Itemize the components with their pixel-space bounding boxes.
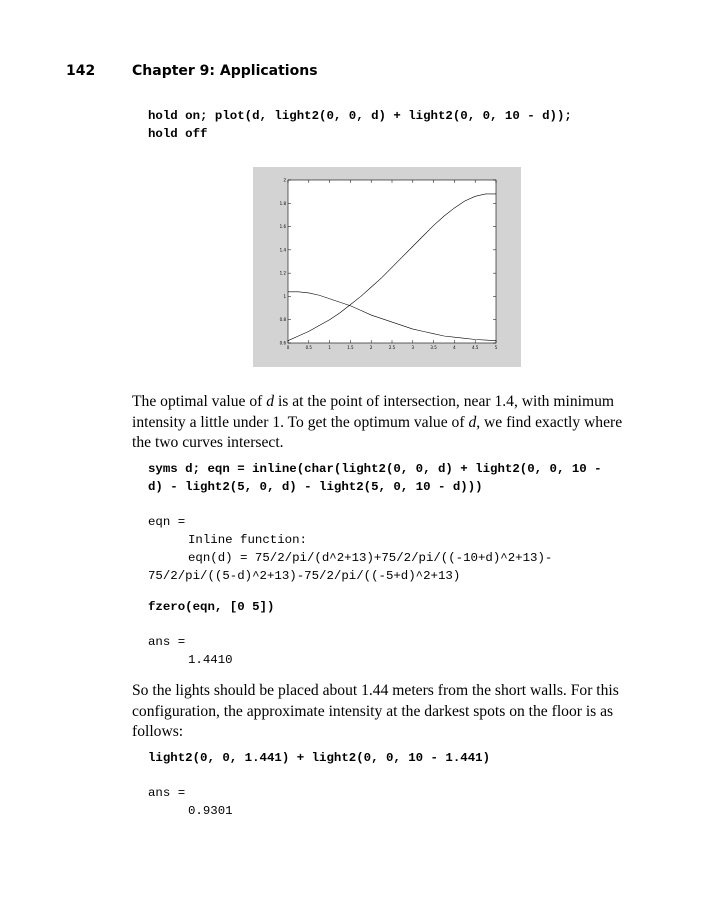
output-line: Inline function: xyxy=(188,533,307,547)
x-tick-label: 4 xyxy=(453,345,456,350)
code-line: light2(0, 0, 1.441) + light2(0, 0, 10 - 1.441) xyxy=(148,751,491,765)
intensity-chart xyxy=(253,167,521,367)
variable-d: d xyxy=(266,393,275,410)
page-header xyxy=(66,63,666,83)
figure-plot xyxy=(253,167,521,367)
output-line: eqn(d) = 75/2/pi/(d^2+13)+75/2/pi/((-10+d)^2+13)- xyxy=(188,551,553,565)
output-line: 0.9301 xyxy=(188,804,233,818)
page-number: 142 xyxy=(66,63,96,79)
y-tick-label: 2 xyxy=(283,177,286,183)
output-line: 75/2/pi/((5-d)^2+13)-75/2/pi/((-5+d)^2+13) xyxy=(148,569,461,583)
y-tick-label: 0.8 xyxy=(279,317,286,323)
output-line: ans = xyxy=(148,786,186,800)
plot-area xyxy=(288,180,496,343)
x-tick-label: 0.5 xyxy=(305,345,312,350)
output-line: 1.4410 xyxy=(188,653,233,667)
x-tick-label: 1 xyxy=(328,345,331,350)
code-block-light2 xyxy=(148,749,490,767)
paragraph-placement: So the lights should be placed about 1.44 meters from the short walls. For this configuration, the approximate intensity at the darkest spots on the floor is as follows: xyxy=(132,682,619,740)
code-line: fzero(eqn, [0 5]) xyxy=(148,600,275,614)
code-line: syms d; eqn = inline(char(light2(0, 0, d) + light2(0, 0, 10 - xyxy=(148,462,602,476)
code-line: hold off xyxy=(148,127,208,141)
code-line: hold on; plot(d, light2(0, 0, d) + light2(0, 0, 10 - d)); xyxy=(148,109,572,123)
x-tick-label: 2.5 xyxy=(388,345,396,350)
code-line: d) - light2(5, 0, d) - light2(5, 0, 10 - d))) xyxy=(148,480,483,494)
code-block-plot xyxy=(148,107,572,143)
x-tick-label: 2 xyxy=(369,345,373,350)
output-block-fzero xyxy=(148,633,233,669)
y-tick-label: 1.8 xyxy=(279,200,286,206)
output-line: ans = xyxy=(148,635,186,649)
x-tick-label: 1.5 xyxy=(347,345,354,350)
x-tick-label: 3 xyxy=(411,345,415,350)
output-block-eqn xyxy=(148,513,552,585)
y-tick-label: 1.6 xyxy=(279,224,286,230)
x-tick-label: 4.5 xyxy=(472,345,479,350)
chapter-title: Chapter 9: Applications xyxy=(132,63,318,79)
paragraph-optimal-value: The optimal value of d is at the point of intersection, near 1.4, with minimum intensity a little under 1. To get the optimum value of d, we find exactly where the two curves intersect. xyxy=(132,393,623,451)
y-tick-label: 1.4 xyxy=(279,247,286,253)
y-tick-label: 1.2 xyxy=(279,270,286,276)
code-block-fzero xyxy=(148,598,274,616)
output-block-light2 xyxy=(148,784,233,820)
output-line: eqn = xyxy=(148,515,186,529)
x-tick-label: 0 xyxy=(286,345,290,350)
x-tick-label: 3.5 xyxy=(430,345,437,350)
x-tick-label: 5 xyxy=(494,345,498,350)
y-tick-label: 1 xyxy=(283,293,286,299)
y-tick-label: 0.6 xyxy=(279,340,286,346)
code-block-eqn xyxy=(148,460,602,496)
variable-d: d xyxy=(468,413,477,431)
